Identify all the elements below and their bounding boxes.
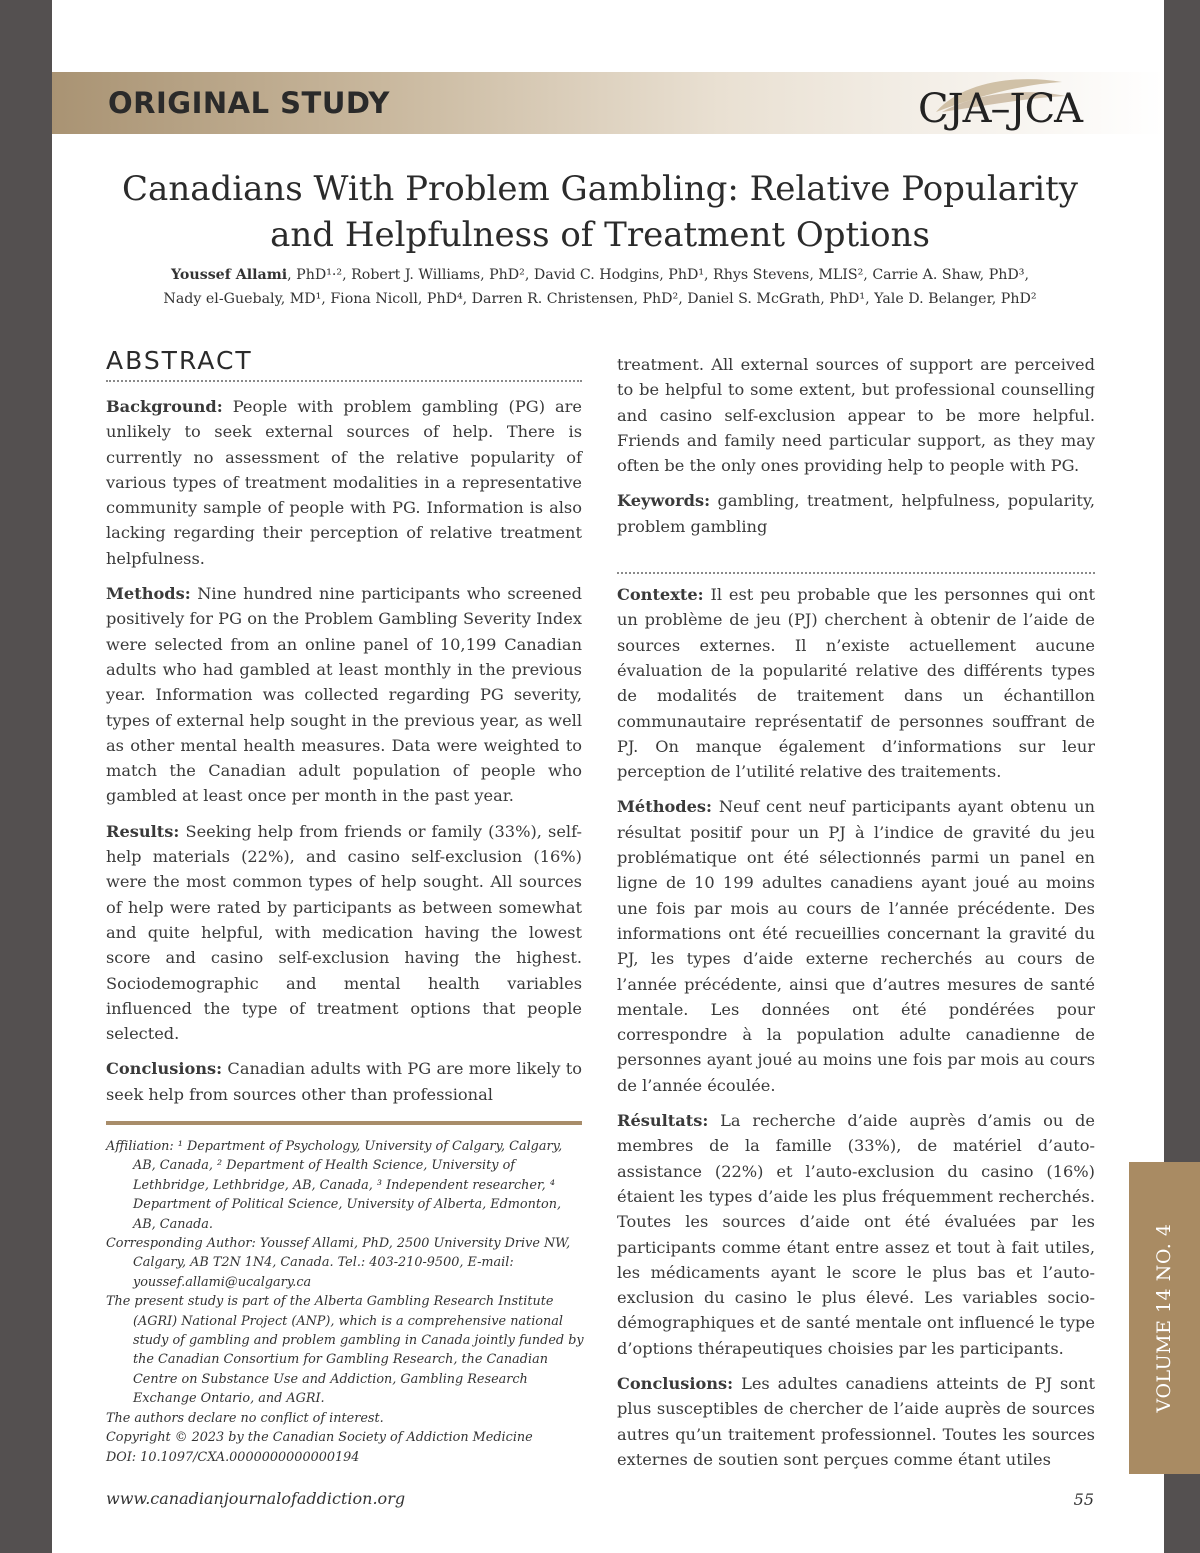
resultats-label: Résultats: xyxy=(617,1111,709,1131)
abstract-background xyxy=(106,394,582,571)
lead-author: Youssef Allami xyxy=(171,267,288,283)
conflict-note: The authors declare no conflict of interest. xyxy=(106,1410,384,1426)
journal-url[interactable]: www.canadianjournalofaddiction.org xyxy=(106,1489,406,1508)
footnote-rule xyxy=(106,1121,582,1125)
left-margin-bar xyxy=(0,0,52,1553)
methods-label: Methods: xyxy=(106,584,191,604)
abstract-methods xyxy=(106,581,582,809)
resume-conclusions xyxy=(617,1371,1095,1472)
contexte-label: Contexte: xyxy=(617,585,704,605)
conclusions-text: Canadian adults with PG are more likely to seek help from sources other than professional xyxy=(106,1059,582,1104)
doi-note: DOI: 10.1097/CXA.0000000000000194 xyxy=(106,1449,360,1465)
footnotes xyxy=(106,1137,586,1467)
authors-line-1-rest: , PhD¹·², Robert J. Williams, PhD², David C. Hodgins, PhD¹, Rhys Stevens, MLIS², Carrie A. Shaw, PhD³, xyxy=(287,267,1029,283)
abstract-results xyxy=(106,819,582,1047)
conclusions-label: Conclusions: xyxy=(106,1059,223,1079)
page-number: 55 xyxy=(1073,1490,1094,1509)
title-line-1: Canadians With Problem Gambling: Relative Popularity xyxy=(122,169,1078,209)
abstract-conclusions xyxy=(106,1056,582,1107)
author-list xyxy=(70,263,1130,311)
affiliation-note: Affiliation: ¹ Department of Psychology, University of Calgary, Calgary, AB, Canada, ² Department of Health Science, University of Lethbridge, Lethbridge, AB, Canada, ³ Independent researcher, ⁴ Department of Political Science, University of Alberta, Edmonton, AB, Canada. xyxy=(106,1139,563,1232)
contexte-text: Il est peu probable que les personnes qui ont un problème de jeu (PJ) cherchent à obtenir de l’aide de sources externes. Il n’existe actuellement aucune évaluation de la popularité relative des différents types de modalités de traitement dans un échantillon communautaire représentatif de personnes souffrant de PJ. On manque également d’informations sur leur perception de l’utilité relative des traitements. xyxy=(617,585,1095,782)
corresponding-author-note: Corresponding Author: Youssef Allami, PhD, 2500 University Drive NW, Calgary, AB T2N 1N4, Canada. Tel.: 403-210-9500, E-mail: youssef.allami@ucalgary.ca xyxy=(106,1236,571,1290)
keywords-label: Keywords: xyxy=(617,491,711,511)
keywords xyxy=(617,488,1095,539)
background-label: Background: xyxy=(106,397,223,416)
journal-logo-text: CJA–JCA xyxy=(918,86,1083,132)
copyright-note: Copyright © 2023 by the Canadian Society of Addiction Medicine xyxy=(106,1430,533,1446)
background-text: People with problem gambling (PG) are unlikely to seek external sources of help. There is currently no assessment of the relative popularity of various types of treatment modalities in a representative community sample of people with PG. Information is also lacking regarding their perception of relative treatment helpfulness. xyxy=(106,397,582,568)
funding-note: The present study is part of the Alberta Gambling Research Institute (AGRI) National Project (ANP), which is a comprehensive national study of gambling and problem gambling in Canada jointly funded by the Canadian Consortium for Gambling Research, the Canadian Centre on Substance Use and Addiction, Gambling Research Exchange Ontario, and AGRI. xyxy=(106,1294,584,1407)
resume-resultats xyxy=(617,1108,1095,1361)
methods-text: Nine hundred nine participants who screened positively for PG on the Problem Gambling Severity Index were selected from an online panel of 10,199 Canadian adults who had gambled at least monthly in the previous year. Information was collected regarding PG severity, types of external help sought in the previous year, as well as other mental health measures. Data were weighted to match the Canadian adult population of people who gambled at least once per month in the past year. xyxy=(106,584,582,806)
results-label: Results: xyxy=(106,821,180,841)
title-line-2: and Helpfulness of Treatment Options xyxy=(270,215,930,255)
right-column xyxy=(617,352,1095,1472)
volume-label: VOLUME 14 NO. 4 xyxy=(1153,1223,1175,1413)
section-label: ORIGINAL STUDY xyxy=(108,86,390,120)
abstract-conclusions-continued: treatment. All external sources of support are perceived to be helpful to some extent, but professional counselling and casino self-exclusion appear to be more helpful. Friends and family need particular support, as they may often be the only ones providing help to people with PG. xyxy=(617,355,1095,476)
article-title xyxy=(80,166,1120,258)
journal-logo xyxy=(866,76,1096,136)
resume-contexte xyxy=(617,582,1095,784)
authors-line-2: Nady el-Guebaly, MD¹, Fiona Nicoll, PhD⁴, Darren R. Christensen, PhD², Daniel S. McGrath, PhD¹, Yale D. Belanger, PhD² xyxy=(163,291,1037,307)
results-text: Seeking help from friends or family (33%), self-help materials (22%), and casino self-exclusion (16%) were the most common types of help sought. All sources of help were rated by participants as between somewhat and quite helpful, with medication having the lowest score and casino self-exclusion having the highest. Sociodemographic and mental health variables influenced the type of treatment options that people selected. xyxy=(106,821,582,1044)
resume-methodes xyxy=(617,794,1095,1098)
left-column xyxy=(106,346,582,1107)
keywords-text: gambling, treatment, helpfulness, popularity, problem gambling xyxy=(617,491,1095,536)
resume-conclusions-label: Conclusions: xyxy=(617,1373,734,1393)
authors-line-1 xyxy=(70,263,1130,287)
resultats-text: La recherche d’aide auprès d’amis ou de membres de la famille (33%), de matériel d’auto-assistance (22%) et l’auto-exclusion du casino (16%) étaient les types d’aide les plus fréquemment recherchés. Toutes les sources d’aide ont été évaluées par les participants comme étant entre assez et tout à fait utiles, les médicaments ayant le score le plus bas et l’auto-exclusion du casino le plus élevé. Les variables socio-démographiques et de santé mentale ont influencé le type d’options thérapeutiques choisies par les participants. xyxy=(617,1111,1095,1358)
abstract-heading: ABSTRACT xyxy=(106,346,253,375)
resume-conclusions-text: Les adultes canadiens atteints de PJ sont plus susceptibles de chercher de l’aide auprès de sources autres qu’un traitement professionnel. Toutes les sources externes de soutien sont perçues comme étant utiles xyxy=(617,1373,1095,1469)
methodes-label: Méthodes: xyxy=(617,797,712,817)
methodes-text: Neuf cent neuf participants ayant obtenu un résultat positif pour un PJ à l’indice de gravité du jeu problématique ont été sélectionnés parmi un panel en ligne de 10 199 adultes canadiens ayant joué au moins une fois par mois au cours de l’année précédente. Des informations ont été recueillies concernant la gravité du PJ, les types d’aide externe recherchés au cours de l’année précédente, ainsi que d’autres mesures de santé mentale. Les données ont été pondérées pour correspondre à la population adulte canadienne de personnes ayant joué au moins une fois par mois au cours de l’année écoulée. xyxy=(617,797,1095,1095)
